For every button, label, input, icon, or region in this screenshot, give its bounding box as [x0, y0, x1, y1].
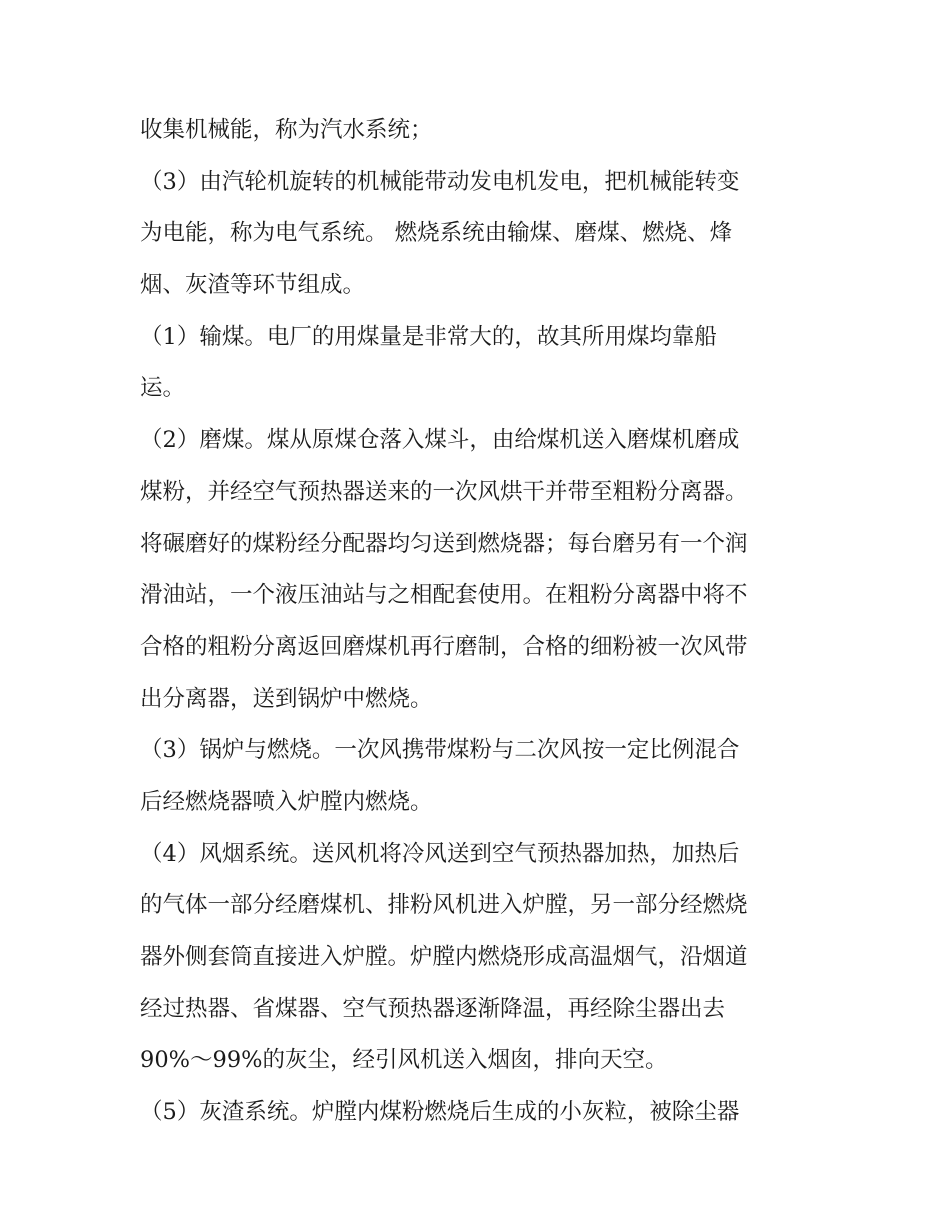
text-line: （2）磨煤。煤从原煤仓落入煤斗，由给煤机送入磨煤机磨成	[140, 427, 740, 454]
text-line: 将碾磨好的煤粉经分配器均匀送到燃烧器；每台磨另有一个润	[140, 530, 748, 557]
text-line: 合格的粗粉分离返回磨煤机再行磨制，合格的细粉被一次风带	[140, 633, 748, 660]
text-line: 滑油站，一个液压油站与之相配套使用。在粗粉分离器中将不	[140, 582, 748, 609]
text-line: 的气体一部分经磨煤机、排粉风机进入炉膛，另一部分经燃烧	[140, 892, 748, 919]
text-line: （1）输煤。电厂的用煤量是非常大的，故其所用煤均靠船	[140, 323, 717, 350]
text-line: 为电能，称为电气系统。 燃烧系统由输煤、磨煤、燃烧、烽	[140, 220, 733, 247]
text-line: （5）灰渣系统。炉膛内煤粉燃烧后生成的小灰粒，被除尘器	[140, 1099, 740, 1126]
text-line: 煤粉，并经空气预热器送来的一次风烘干并带至粗粉分离器。	[140, 478, 748, 505]
text-line: （4）风烟系统。送风机将冷风送到空气预热器加热，加热后	[140, 840, 740, 867]
text-line: 器外侧套筒直接进入炉膛。炉膛内燃烧形成高温烟气，沿烟道	[140, 944, 748, 970]
text-line: 运。	[140, 375, 186, 402]
text-line: 经过热器、省煤器、空气预热器逐渐降温，再经除尘器出去	[140, 995, 726, 1022]
text-line: 90%～99%的灰尘，经引风机送入烟囱，排向天空。	[140, 1047, 668, 1074]
document-body	[140, 105, 820, 1139]
text-line: （3）锅炉与燃烧。一次风携带煤粉与二次风按一定比例混合	[140, 737, 740, 764]
text-line: 后经燃烧器喷入炉膛内燃烧。	[140, 788, 433, 815]
text-line: 收集机械能，称为汽水系统；	[140, 117, 433, 143]
text-line: （3）由汽轮机旋转的机械能带动发电机发电，把机械能转变	[140, 168, 740, 195]
text-line: 烟、灰渣等环节组成。	[140, 272, 366, 299]
text-line: 出分离器，送到锅炉中燃烧。	[140, 685, 433, 712]
